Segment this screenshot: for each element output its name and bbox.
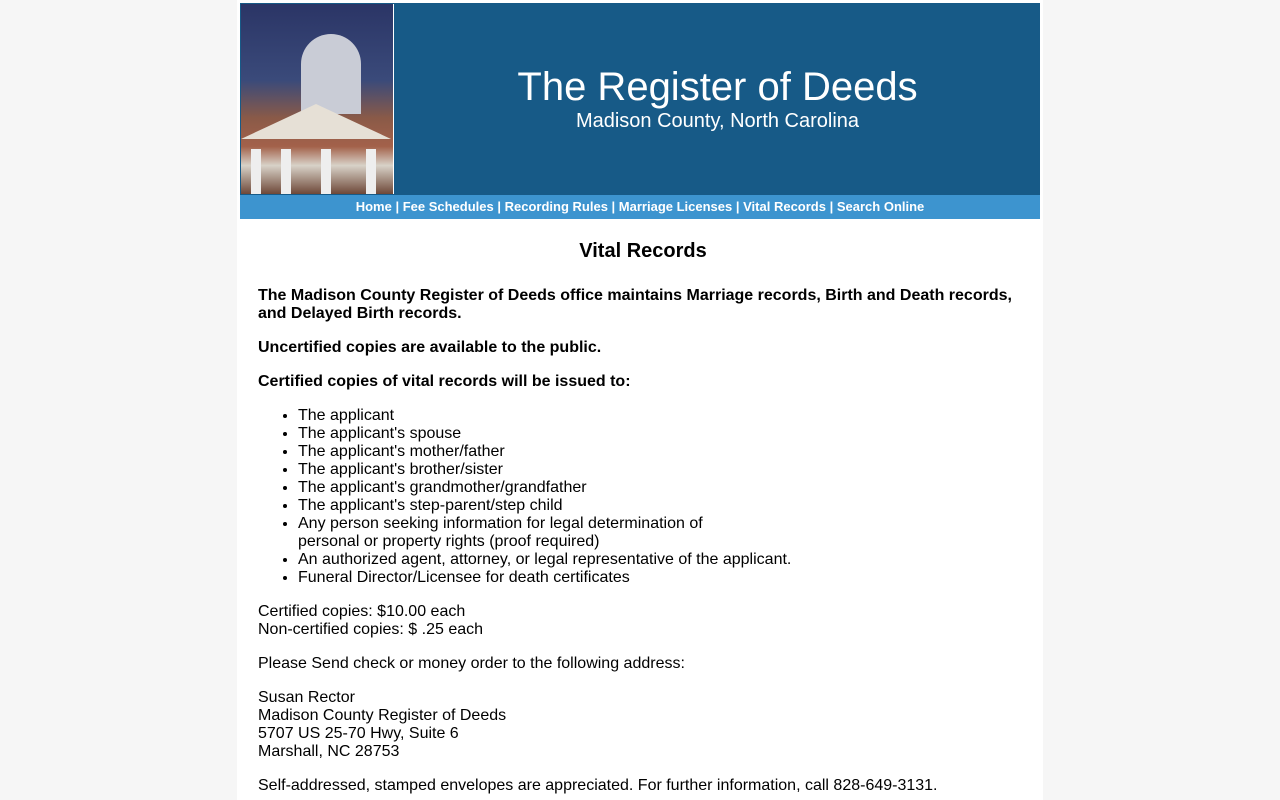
list-item: • The applicant's grandmother/grandfather: [298, 479, 1028, 497]
column: [366, 149, 376, 194]
nav-separator: |: [732, 199, 744, 214]
nav-marriage-licenses[interactable]: Marriage Licenses: [618, 199, 733, 214]
column: [251, 149, 261, 194]
list-item: • Funeral Director/Licensee for death certificates: [298, 569, 1028, 587]
list-item-line: personal or property rights (proof required): [298, 533, 600, 550]
fees: [258, 603, 1028, 639]
nav-search-online[interactable]: Search Online: [836, 199, 925, 214]
list-item: • The applicant's mother/father: [298, 443, 1028, 461]
nav-separator: |: [825, 199, 837, 214]
list-item: • The applicant's brother/sister: [298, 461, 1028, 479]
list-item: [298, 515, 1028, 551]
nav-fee-schedules[interactable]: Fee Schedules: [402, 199, 494, 214]
nav-separator: |: [607, 199, 619, 214]
courthouse-dome: [301, 34, 361, 114]
main-content: [258, 237, 1028, 800]
uncertified-text: Uncertified copies are available to the public.: [258, 339, 602, 356]
nav-recording-rules[interactable]: Recording Rules: [504, 199, 608, 214]
address-line: Susan Rector: [258, 689, 355, 706]
list-item: • The applicant: [298, 407, 1028, 425]
header-banner: [240, 3, 1040, 195]
nav-vital-records[interactable]: Vital Records: [743, 199, 826, 214]
page-title: Vital Records: [579, 240, 707, 262]
address-line: Madison County Register of Deeds: [258, 707, 507, 724]
list-item: • The applicant's step-parent/step child: [298, 497, 1028, 515]
send-to-text: Please Send check or money order to the following address:: [258, 655, 685, 672]
page: [237, 0, 1043, 800]
nav-separator: |: [493, 199, 505, 214]
site-title: The Register of Deeds: [517, 65, 918, 109]
list-item-line: Any person seeking information for legal determination of: [298, 515, 703, 532]
certified-heading: Certified copies of vital records will be issued to:: [258, 373, 631, 390]
eligible-list: [258, 407, 1028, 587]
nav-home[interactable]: Home: [355, 199, 392, 214]
courthouse-pediment: [241, 104, 391, 139]
intro-text: The Madison County Register of Deeds office maintains Marriage records, Birth and Death records, and Delayed Birth records.: [258, 287, 1012, 322]
column: [321, 149, 331, 194]
nav-separator: |: [391, 199, 403, 214]
fee-noncertified: Non-certified copies: $ .25 each: [258, 621, 484, 638]
closing-text: Self-addressed, stamped envelopes are appreciated. For further information, call 828-649-3131.: [258, 777, 938, 794]
list-item: • An authorized agent, attorney, or legal representative of the applicant.: [298, 551, 1028, 569]
list-item: • The applicant's spouse: [298, 425, 1028, 443]
courthouse-photo: [241, 4, 394, 194]
address-line: 5707 US 25-70 Hwy, Suite 6: [258, 725, 459, 742]
fee-certified: Certified copies: $10.00 each: [258, 603, 466, 620]
column: [281, 149, 291, 194]
mailing-address: [258, 689, 1028, 761]
site-subtitle: Madison County, North Carolina: [575, 110, 860, 132]
address-line: Marshall, NC 28753: [258, 743, 400, 760]
nav-bar: [240, 195, 1040, 219]
